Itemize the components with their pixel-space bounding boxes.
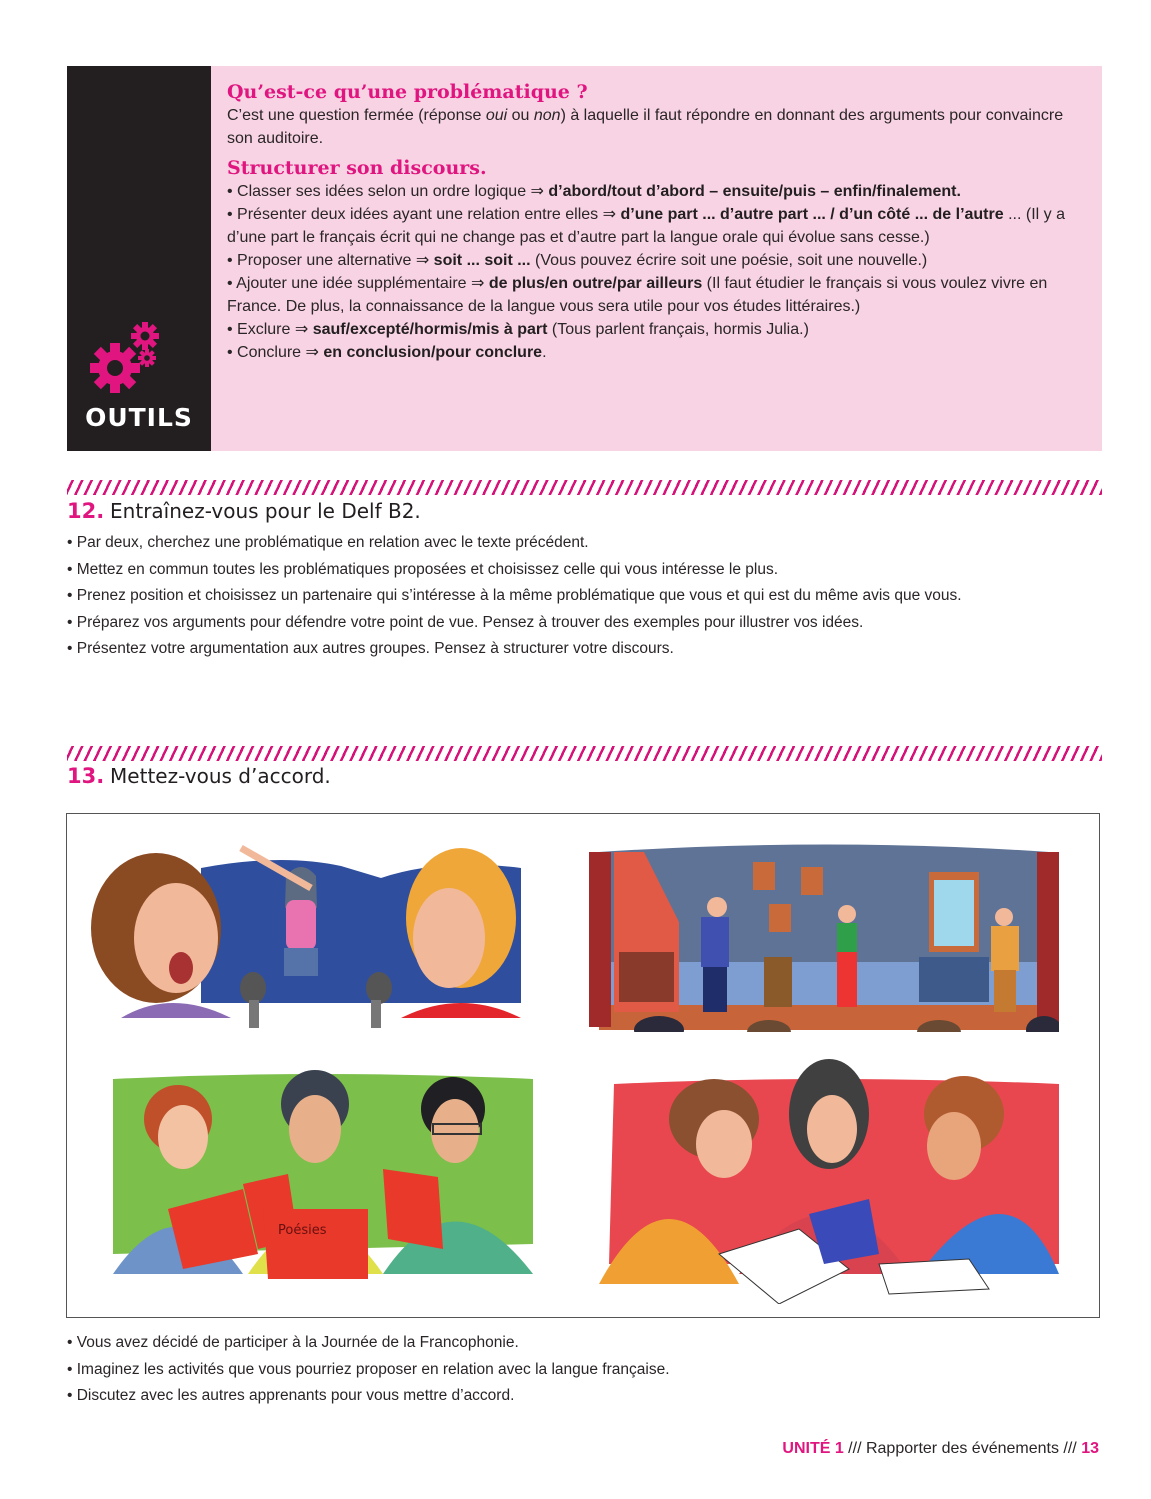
exercise-13-instructions [67, 1330, 1102, 1410]
item-lead: • Conclure ⇒ [227, 344, 324, 361]
item-connector: de plus/en outre/par ailleurs [488, 275, 703, 292]
definition-text: C’est une question fermée (réponse [227, 107, 486, 124]
hatched-divider [67, 480, 1102, 495]
item-lead: • Ajouter une idée supplémentaire ⇒ [227, 275, 489, 292]
outils-heading-problematique: Qu’est-ce qu’une problématique ? [227, 81, 588, 103]
footer-separator: /// [843, 1440, 866, 1457]
instruction-item: • Mettez en commun toutes les problématiques proposées et choisissez celle qui vous intéresse le plus. [67, 560, 779, 578]
outils-item [227, 249, 1092, 272]
exercise-number: 12. [67, 499, 105, 523]
poetry-reading-illustration [83, 1059, 553, 1279]
page-footer [0, 1440, 1151, 1470]
item-example: (Il faut étudier le français si vous voulez vivre en France. De plus, la connaissance de la langue vous sera utile pour vos études littéraires.) [227, 275, 1048, 315]
item-connector: sauf/excepté/hormis/mis à part [312, 321, 548, 338]
book-label: Poésies [278, 1223, 327, 1238]
definition-text: ) à laquelle il faut répondre en donnant des arguments pour convaincre son auditoire. [227, 107, 1064, 147]
instruction-item: • Par deux, cherchez une problématique en relation avec le texte précédent. [67, 534, 589, 551]
page-number: 13 [1081, 1440, 1099, 1457]
outils-sidebar [67, 66, 211, 451]
item-connector: soit ... soit ... [433, 252, 531, 269]
item-example: (Vous pouvez écrire soit une poésie, soit une nouvelle.) [530, 252, 928, 269]
outils-item [227, 180, 1092, 203]
item-connector: d’abord/tout d’abord – ensuite/puis – enfin/finalement. [548, 183, 961, 200]
outils-content [211, 66, 1102, 451]
exercise-12-title [67, 499, 421, 524]
definition-oui: oui [485, 107, 508, 124]
outils-label: OUTILS [85, 403, 193, 432]
item-connector: d’une part ... d’autre part ... / d’un côté ... de l’autre [620, 206, 1004, 223]
footer-unit: UNITÉ 1 [782, 1440, 844, 1457]
item-lead: • Proposer une alternative ⇒ [227, 252, 434, 269]
exercise-13-title [67, 764, 331, 789]
exercise-title-text: Entraînez-vous pour le Delf B2. [110, 499, 421, 523]
hatched-divider [67, 746, 1102, 761]
item-example: (Tous parlent français, hormis Julia.) [547, 321, 809, 338]
instruction-item: • Discutez avec les autres apprenants pour vous mettre d’accord. [67, 1387, 515, 1404]
footer-separator: /// [1058, 1440, 1082, 1457]
instruction-item: • Imaginez les activités que vous pourriez proposer en relation avec la langue française. [67, 1360, 670, 1378]
footer-line [782, 1440, 1099, 1458]
theatre-illustration [589, 842, 1059, 1032]
item-lead: • Présenter deux idées ayant une relation entre elles ⇒ [227, 206, 621, 223]
instruction-item: • Vous avez décidé de participer à la Journée de la Francophonie. [67, 1334, 519, 1351]
outils-item [227, 318, 1092, 341]
item-connector: en conclusion/pour conclure [323, 344, 543, 361]
instruction-item: • Prenez position et choisissez un partenaire qui s’intéresse à la même problématique que vous et qui est du même avis que vous. [67, 587, 962, 604]
item-example: . [542, 344, 547, 361]
item-lead: • Classer ses idées selon un ordre logique ⇒ [227, 183, 549, 200]
singing-illustration [81, 828, 551, 1028]
outils-box [67, 66, 1102, 451]
gears-icon [85, 316, 165, 396]
exercise-number: 13. [67, 764, 105, 788]
outils-heading-structurer: Structurer son discours. [227, 157, 487, 179]
footer-chapter: Rapporter des événements [865, 1440, 1059, 1457]
study-group-illustration [589, 1054, 1059, 1304]
item-example: ... (Il y a d’une part le français écrit qui ne change pas et d’autre part la langue orale qui évolue sans cesse.) [227, 206, 1065, 246]
item-lead: • Exclure ⇒ [227, 321, 313, 338]
definition-non: non [533, 107, 561, 124]
exercise-12-instructions [67, 530, 1102, 663]
illustrations-frame [66, 813, 1100, 1318]
exercise-title-text: Mettez-vous d’accord. [110, 764, 331, 788]
outils-item [227, 341, 1092, 364]
definition-text: ou [507, 107, 534, 124]
outils-definition [227, 104, 1092, 150]
outils-item [227, 203, 1092, 249]
instruction-item: • Présentez votre argumentation aux autres groupes. Pensez à structurer votre discours. [67, 640, 674, 657]
outils-item [227, 272, 1092, 318]
instruction-item: • Préparez vos arguments pour défendre votre point de vue. Pensez à trouver des exemples pour illustrer vos idées. [67, 613, 864, 631]
